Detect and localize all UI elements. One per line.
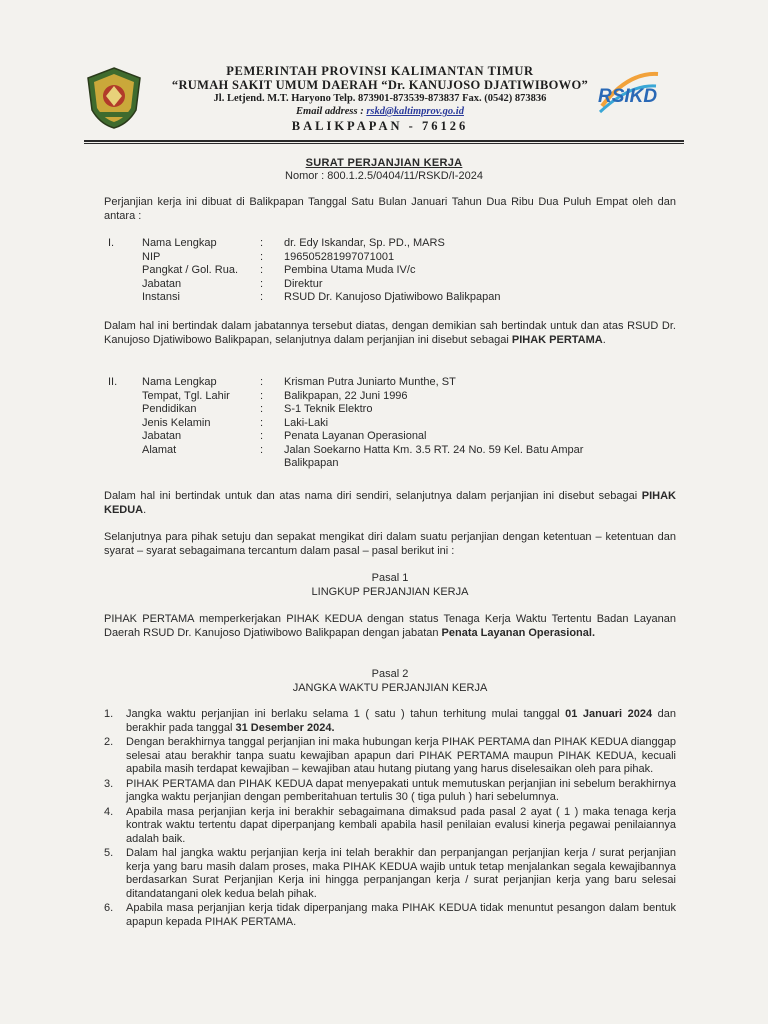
party-two-label: Tempat, Tgl. Lahir — [142, 389, 230, 402]
list-item-text: Dengan berakhirnya tanggal perjanjian ini maka hubungan kerja PIHAK PERTAMA dan PIHAK KEDUA dianggap selesai atau berakhir tanpa suatu kewajiban apapun dari PIHAK PERTAMA maupun PIHAK KEDUA, kecuali apabila masih terdapat kewajiban – kewajiban atau hutang piutang yang harus diselesaikan oleh para pihak. — [126, 736, 676, 775]
pasal-two-list — [104, 708, 676, 930]
list-item-number: 5. — [104, 847, 114, 859]
list-item-text: Jangka waktu perjanjian ini berlaku selama 1 ( satu ) tahun terhitung mulai tanggal — [126, 708, 566, 720]
pasal-two-heading: Pasal 2 — [371, 668, 409, 680]
party-one-block: I. Nama Lengkap : dr. Edy Iskandar, Sp. PD., MARS NIP : 196505281997071001 Pangkat / Gol. Rua. : Pembina Utama Muda IV/c Jabatan : Direktur Instansi : RSUD Dr. Kanujoso Djatiwibowo Balikpapan — [108, 237, 501, 303]
list-item-text: Dalam hal jangka waktu perjanjian kerja ini telah berakhir dan perpanjangan perjanjian kerja / surat perjanjian kerja yang baru masih dalam proses, maka PIHAK KEDUA wajib untuk tetap menjalankan segala kewajibannya berdasarkan Surat Perjanjian Kerja ini hingga perpanjangan kerja / surat perjanjian kerja yang baru selesai ditandatangani olek kedua belah pihak. — [126, 847, 676, 900]
party-two-block: II. Nama Lengkap : Krisman Putra Juniarto Munthe, ST Tempat, Tgl. Lahir : Balikpapan, 22 Juni 1996 Pendidikan : S-1 Teknik Elektro Jenis Kelamin : Laki-Laki Jabatan : Penata Layanan Operasional Alamat : Jalan Soekarno Hatta Km. 3.5 RT. 24 No. 59 Kel. Batu Ampar Balikpapan — [108, 376, 584, 469]
list-item-end-date: 31 Desember 2024. — [235, 721, 335, 734]
intro-paragraph: Perjanjian kerja ini dibuat di Balikpapan Tanggal Satu Bulan Januari Tahun Dua Ribu Dua Puluh Empat oleh dan antara : — [104, 196, 676, 222]
party-two-value-continued: Balikpapan — [284, 457, 339, 469]
email-address: rskd@kaltimprov.go.id — [366, 106, 464, 117]
pasal-two-subheading: JANGKA WAKTU PERJANJIAN KERJA — [292, 682, 488, 694]
agreement-paragraph: Selanjutnya para pihak setuju dan sepakat mengikat diri dalam suatu perjanjian dengan ketentuan – ketentuan dan syarat – syarat sebagaimana tercantum dalam pasal – pasal berikut ini : — [104, 531, 676, 557]
letterhead-hospital: “RUMAH SAKIT UMUM DAERAH “Dr. KANUJOSO DJATIWIBOWO” — [171, 78, 589, 92]
letterhead-city: BALIKPAPAN - 76126 — [291, 119, 469, 133]
party-one-designation: PIHAK PERTAMA — [511, 333, 603, 346]
list-item-text: Apabila masa perjanjian kerja ini berakhir sebagaimana dimaksud pada pasal 2 ayat ( 1 ) maka tenaga kerja kontrak waktu tertentu dapat diperpanjang kembali apabila hasil penilaian evalusi kinerja pegawai penilaiannya adalah baik. — [126, 805, 676, 845]
party-two-value: Balikpapan, 22 Juni 1996 — [284, 389, 408, 402]
letterhead-email-line — [150, 105, 610, 118]
party-two-value: Jalan Soekarno Hatta Km. 3.5 RT. 24 No. 59 Kel. Batu Ampar — [284, 443, 584, 456]
party-one-label: Instansi — [142, 291, 180, 303]
letterhead — [150, 64, 610, 134]
party-one-value: dr. Edy Iskandar, Sp. PD., MARS — [284, 237, 445, 249]
party-one-value: 196505281997071001 — [284, 250, 395, 263]
party-one-value: Direktur — [284, 277, 323, 290]
list-item — [104, 847, 676, 901]
party-two-label: Nama Lengkap — [142, 376, 217, 388]
rskd-logo-text: RSIKD — [598, 86, 658, 107]
email-label: Email address : — [296, 106, 367, 117]
document-number: Nomor : 800.1.2.5/0404/11/RSKD/I-2024 — [285, 170, 483, 182]
list-item-text: PIHAK PERTAMA dan PIHAK KEDUA dapat menyepakati untuk memutuskan perjanjian ini sebelum berakhirnya jangka waktu perjanjian dengan pemberitahuan tertulis 30 ( tiga puluh ) hari sebelumnya. — [126, 777, 676, 803]
party-two-value: Penata Layanan Operasional — [284, 430, 427, 442]
party-two-number: II. — [108, 376, 118, 388]
party-two-label: Jenis Kelamin — [142, 416, 211, 429]
party-two-value: S-1 Teknik Elektro — [284, 403, 373, 415]
list-item-number: 1. — [104, 708, 114, 720]
party-one-label: Pangkat / Gol. Rua. — [142, 264, 238, 276]
provincial-emblem-icon — [86, 66, 142, 130]
party-two-label: Pendidikan — [142, 403, 197, 415]
party-one-label: Jabatan — [142, 277, 182, 290]
list-item-number: 6. — [104, 902, 114, 914]
letterhead-government: PEMERINTAH PROVINSI KALIMANTAN TIMUR — [226, 64, 534, 78]
party-two-paragraph: Dalam hal ini bertindak untuk dan atas nama diri sendiri, selanjutnya dalam perjanjian ini disebut sebagai PIHAK KEDUA. — [104, 490, 676, 516]
document-title: SURAT PERJANJIAN KERJA — [305, 157, 463, 169]
party-two-value: Laki-Laki — [284, 416, 329, 429]
party-two-text: Dalam hal ini bertindak untuk dan atas nama diri sendiri, selanjutnya dalam perjanjian ini disebut sebagai — [104, 490, 642, 502]
pasal-one-text: PIHAK PERTAMA memperkerjakan PIHAK KEDUA dengan status Tenaga Kerja Waktu Tertentu Badan Layanan Daerah RSUD Dr. Kanujoso Djatiwibowo Balikpapan dengan jabatan — [104, 613, 676, 639]
pasal-one-paragraph — [104, 613, 676, 640]
party-two-label: Jabatan — [142, 430, 182, 442]
party-one-label: NIP — [142, 250, 161, 263]
letterhead-divider — [84, 140, 684, 142]
party-two-label: Alamat — [142, 443, 177, 456]
party-two-value: Krisman Putra Juniarto Munthe, ST — [284, 376, 456, 388]
list-item — [104, 778, 676, 805]
party-one-value: RSUD Dr. Kanujoso Djatiwibowo Balikpapan — [284, 291, 501, 303]
pasal-one-position: Penata Layanan Operasional. — [441, 626, 595, 639]
party-one-text: Dalam hal ini bertindak dalam jabatannya tersebut diatas, dengan demikian sah bertindak untuk dan atas RSUD Dr. Kanujoso Djatiwibowo Balikpapan, selanjutnya dalam perjanjian ini disebut sebagai — [104, 320, 676, 346]
list-item — [104, 708, 676, 735]
letterhead-divider-thin — [84, 143, 684, 144]
party-two-designation: PIHAK KEDUA — [104, 490, 676, 516]
list-item-number: 3. — [104, 777, 114, 790]
list-item-number: 4. — [104, 805, 114, 818]
list-item — [104, 902, 676, 929]
list-item-start-date: 01 Januari 2024 — [565, 708, 653, 720]
list-item-number: 2. — [104, 736, 114, 748]
list-item — [104, 736, 676, 777]
party-one-number: I. — [108, 237, 115, 249]
list-item-text: Apabila masa perjanjian kerja tidak diperpanjang maka PIHAK KEDUA tidak menuntut pesangon dalam bentuk apapun kepada PIHAK PERTAMA. — [126, 902, 676, 928]
pasal-one-subheading: LINGKUP PERJANJIAN KERJA — [311, 586, 469, 598]
pasal-one-heading: Pasal 1 — [371, 572, 409, 584]
party-one-paragraph: Dalam hal ini bertindak dalam jabatannya tersebut diatas, dengan demikian sah bertindak untuk dan atas RSUD Dr. Kanujoso Djatiwibowo Balikpapan, selanjutnya dalam perjanjian ini disebut sebagai PIHAK PERTAMA. — [104, 320, 676, 346]
list-item — [104, 806, 676, 847]
letterhead-address: Jl. Letjend. M.T. Haryono Telp. 873901-873539-873837 Fax. (0542) 873836 — [213, 93, 547, 104]
party-one-label: Nama Lengkap — [142, 237, 217, 249]
list-item-text-continued: dan berakhir pada tanggal — [126, 708, 676, 734]
party-one-value: Pembina Utama Muda IV/c — [284, 264, 416, 276]
